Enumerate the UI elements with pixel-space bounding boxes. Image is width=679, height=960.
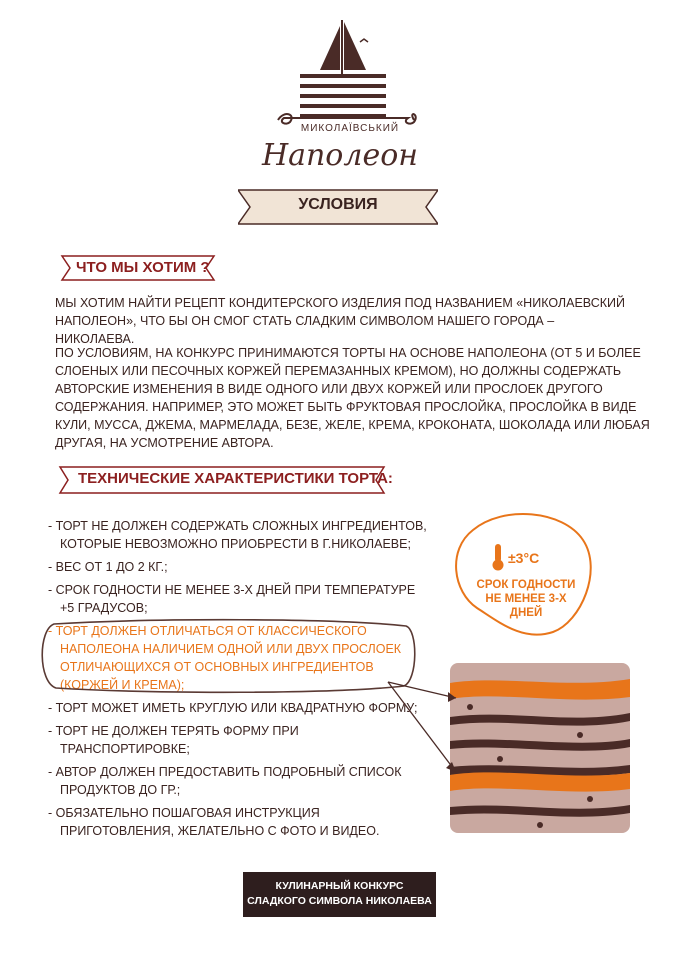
brand-subtitle: МИКОЛАЇВСЬКИЙ <box>300 123 400 134</box>
section2-heading: ТЕХНИЧЕСКИЕ ХАРАКТЕРИСТИКИ ТОРТА: <box>78 470 393 487</box>
requirement-item: - АВТОР ДОЛЖЕН ПРЕДОСТАВИТЬ ПОДРОБНЫЙ СПИСОК ПРОДУКТОВ ДО ГР.; <box>48 765 402 797</box>
highlight-oval <box>34 616 420 694</box>
storage-badge-blob <box>453 510 593 640</box>
section1-paragraph1: МЫ ХОТИМ НАЙТИ РЕЦЕПТ КОНДИТЕРСКОГО ИЗДЕЛИЯ ПОД НАЗВАНИЕМ «НИКОЛАЕВСКИЙ НАПОЛЕОН», ЧТО БЫ ОН СМОГ СТАТЬ СЛАДКИМ СИМВОЛОМ НАШЕГО ГОРОДА – НИКОЛАЕВА. <box>55 296 625 346</box>
requirement-item: - ТОРТ НЕ ДОЛЖЕН ТЕРЯТЬ ФОРМУ ПРИ ТРАНСПОРТИРОВКЕ; <box>48 724 299 756</box>
section1-paragraph2: ПО УСЛОВИЯМ, НА КОНКУРС ПРИНИМАЮТСЯ ТОРТЫ НА ОСНОВЕ НАПОЛЕОНА (ОТ 5 И БОЛЕЕ СЛОЕНЫХ ИЛИ ПЕСОЧНЫХ КОРЖЕЙ ПЕРЕМАЗАННЫХ КРЕМОМ), НО ДОЛЖНЫ СОДЕРЖАТЬ АВТОРСКИЕ ИЗМЕНЕНИЯ В ВИДЕ ОДНОГО ИЛИ ДВУХ КОРЖЕЙ ИЛИ ПРОСЛОЕК ДРУГОГО СОДЕРЖАНИЯ. НАПРИМЕР, ЭТО МОЖЕТ БЫТЬ ФРУКТОВАЯ ПРОСЛОЙКА, ПРОСЛОЙКА В ВИДЕ КУЛИ, МУССА, ДЖЕМА, МАРМЕЛАДА, БЕЗЕ, ЖЕЛЕ, КРЕМА, КРОКОНАТА, ШОКОЛАДА ИЛИ ЛЮБАЯ ДРУГАЯ, НА УСМОТРЕНИЕ АВТОРА. <box>55 346 650 450</box>
storage-temperature: ±3°С <box>508 550 540 566</box>
brand-name: Наполеон <box>261 138 419 173</box>
storage-text: СРОК ГОДНОСТИ НЕ МЕНЕЕ 3-Х ДНЕЙ <box>476 579 576 619</box>
section1-heading: ЧТО МЫ ХОТИМ ? <box>76 259 210 276</box>
requirement-item: - ТОРТ НЕ ДОЛЖЕН СОДЕРЖАТЬ СЛОЖНЫХ ИНГРЕДИЕНТОВ, КОТОРЫЕ НЕВОЗМОЖНО ПРИОБРЕСТИ В Г.НИКОЛАЕВЕ; <box>48 519 427 551</box>
cake-layers-illustration <box>440 655 640 840</box>
requirement-item: - ОБЯЗАТЕЛЬНО ПОШАГОВАЯ ИНСТРУКЦИЯ ПРИГОТОВЛЕНИЯ, ЖЕЛАТЕЛЬНО С ФОТО И ВИДЕО. <box>48 806 380 838</box>
requirement-item: - ВЕС ОТ 1 ДО 2 КГ.; <box>48 560 168 574</box>
requirement-item: - СРОК ГОДНОСТИ НЕ МЕНЕЕ 3-Х ДНЕЙ ПРИ ТЕМПЕРАТУРЕ +5 ГРАДУСОВ; <box>48 583 416 615</box>
requirement-item: - ТОРТ МОЖЕТ ИМЕТЬ КРУГЛУЮ ИЛИ КВАДРАТНУЮ ФОРМУ; <box>48 701 418 715</box>
page-title: УСЛОВИЯ <box>298 196 378 213</box>
footer-text <box>243 879 436 909</box>
footer-line1: КУЛИНАРНЫЙ КОНКУРС <box>275 880 404 892</box>
footer-line2: СЛАДКОГО СИМВОЛА НИКОЛАЕВА <box>247 895 432 907</box>
thermometer-icon <box>489 542 507 572</box>
arrow-lines <box>386 660 466 780</box>
requirement-item-highlighted: - ТОРТ ДОЛЖЕН ОТЛИЧАТЬСЯ ОТ КЛАССИЧЕСКОГО НАПОЛЕОНА НАЛИЧИЕМ ОДНОЙ ИЛИ ДВУХ ПРОСЛОЕК ОТЛИЧАЮЩИХСЯ ОТ ОСНОВНЫХ ИНГРЕДИЕНТОВ (КОРЖЕЙ И КРЕМА); <box>48 624 402 692</box>
